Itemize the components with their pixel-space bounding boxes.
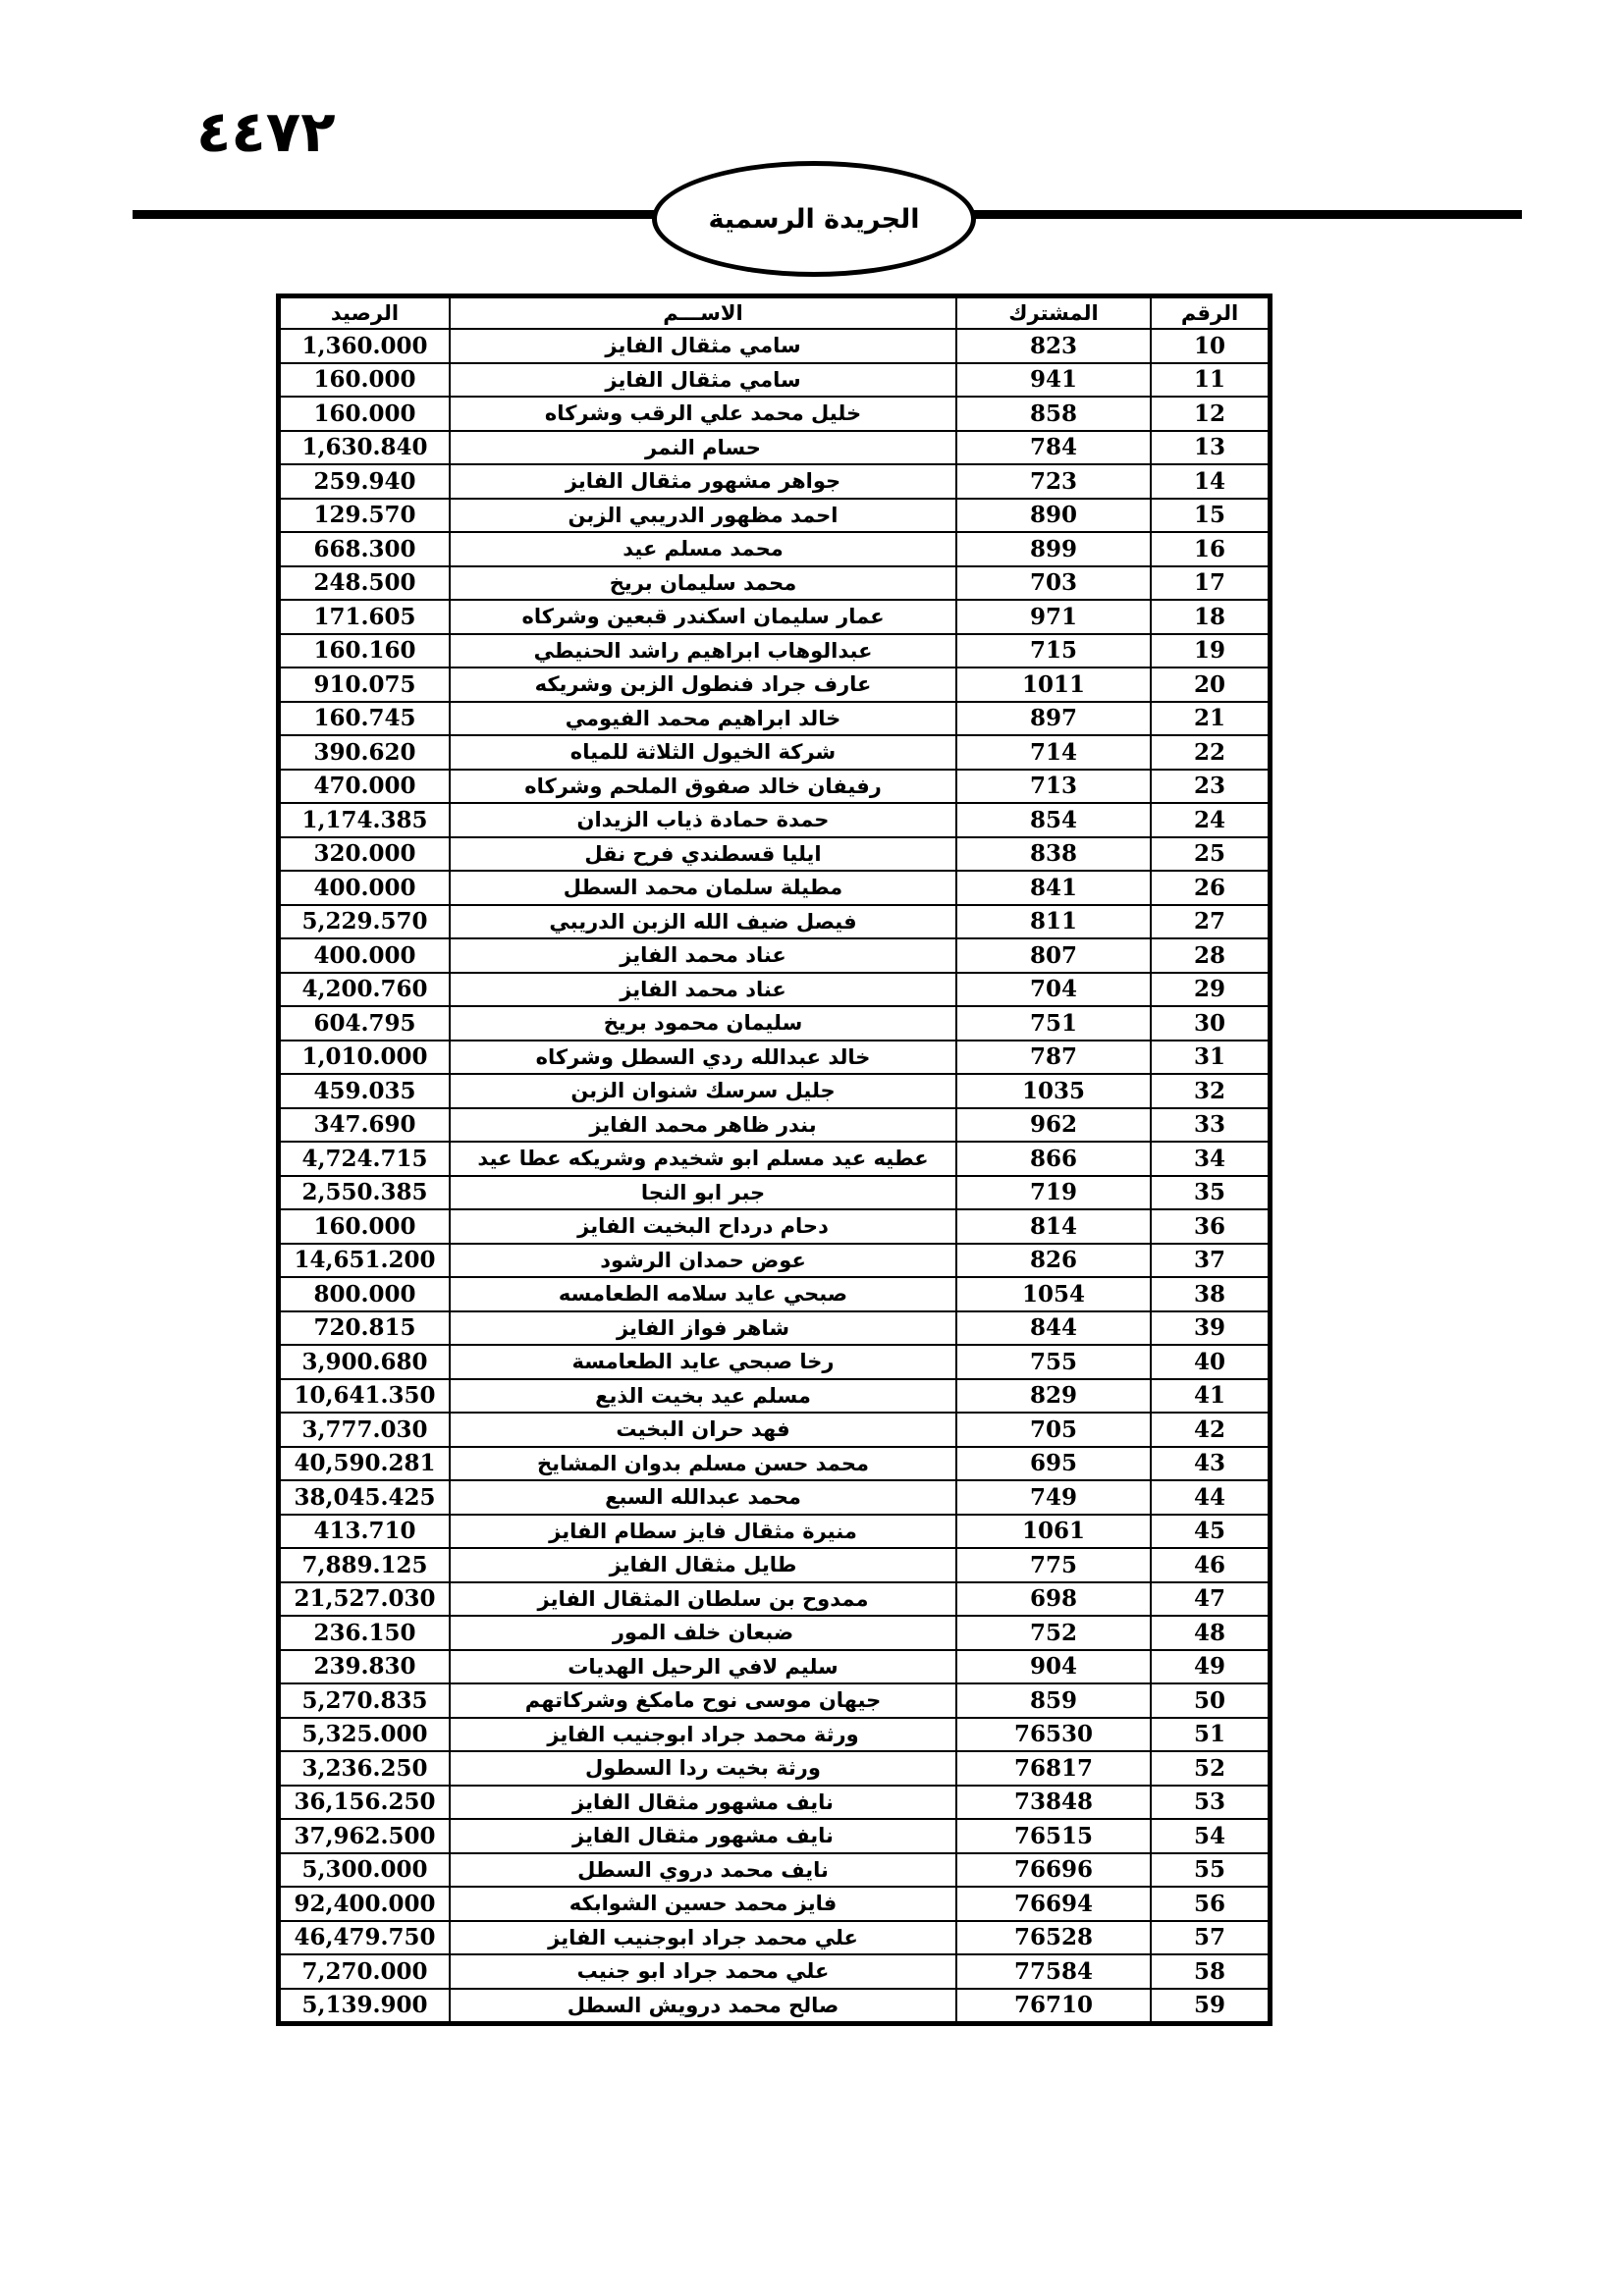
cell-name: حسام النمر (450, 431, 956, 465)
cell-name: ورثة محمد جراد ابوجنيب الفايز (450, 1718, 956, 1752)
cell-number: 26 (1151, 871, 1269, 905)
cell-number: 17 (1151, 566, 1269, 601)
cell-subscriber: 858 (956, 397, 1151, 431)
cell-subscriber: 829 (956, 1379, 1151, 1414)
table-row (280, 1718, 1269, 1752)
cell-name: صالح محمد درويش السطل (450, 1989, 956, 2023)
cell-subscriber: 1035 (956, 1074, 1151, 1108)
cell-balance: 38,045.425 (280, 1480, 450, 1515)
cell-name: جليل سرسك شنوان الزبن (450, 1074, 956, 1108)
table-row (280, 499, 1269, 533)
cell-balance: 7,270.000 (280, 1954, 450, 1989)
table-row (280, 600, 1269, 634)
cell-number: 38 (1151, 1277, 1269, 1311)
cell-name: حمدة حمادة ذياب الزيدان (450, 803, 956, 837)
cell-name: مسلم عيد بخيت الذيع (450, 1379, 956, 1414)
header-name: الاســـم (450, 297, 956, 329)
table-row (280, 803, 1269, 837)
cell-number: 30 (1151, 1006, 1269, 1041)
cell-subscriber: 807 (956, 938, 1151, 973)
cell-balance: 4,724.715 (280, 1142, 450, 1176)
masthead-oval (652, 161, 976, 277)
cell-subscriber: 76515 (956, 1819, 1151, 1853)
cell-name: سليم لافي الرحيل الهديات (450, 1650, 956, 1684)
cell-subscriber: 77584 (956, 1954, 1151, 1989)
cell-name: فهد حران البخيت (450, 1413, 956, 1447)
cell-number: 25 (1151, 837, 1269, 872)
cell-number: 49 (1151, 1650, 1269, 1684)
cell-balance: 668.300 (280, 532, 450, 566)
table-row (280, 905, 1269, 939)
cell-balance: 459.035 (280, 1074, 450, 1108)
cell-subscriber: 844 (956, 1311, 1151, 1346)
cell-name: محمد حسن مسلم بدوان المشايخ (450, 1447, 956, 1481)
cell-number: 11 (1151, 363, 1269, 398)
table-row (280, 634, 1269, 668)
cell-subscriber: 859 (956, 1683, 1151, 1718)
cell-number: 20 (1151, 667, 1269, 702)
cell-number: 32 (1151, 1074, 1269, 1108)
page-number: ٤٤٧٢ (196, 98, 336, 165)
cell-balance: 910.075 (280, 667, 450, 702)
cell-number: 35 (1151, 1176, 1269, 1210)
cell-number: 58 (1151, 1954, 1269, 1989)
table-row (280, 1447, 1269, 1481)
cell-name: صبحي عايد سلامه الطعامسه (450, 1277, 956, 1311)
cell-subscriber: 814 (956, 1209, 1151, 1244)
cell-balance: 347.690 (280, 1108, 450, 1143)
cell-number: 48 (1151, 1616, 1269, 1650)
table-row (280, 1819, 1269, 1853)
cell-subscriber: 971 (956, 600, 1151, 634)
cell-name: خليل محمد علي الرقب وشركاه (450, 397, 956, 431)
cell-balance: 46,479.750 (280, 1921, 450, 1955)
cell-balance: 236.150 (280, 1616, 450, 1650)
cell-balance: 239.830 (280, 1650, 450, 1684)
cell-subscriber: 703 (956, 566, 1151, 601)
header-balance: الرصيد (280, 297, 450, 329)
cell-balance: 92,400.000 (280, 1887, 450, 1921)
cell-subscriber: 715 (956, 634, 1151, 668)
table-row (280, 431, 1269, 465)
table-row (280, 1345, 1269, 1379)
cell-subscriber: 823 (956, 329, 1151, 363)
cell-name: علي محمد جراد ابو جنيب (450, 1954, 956, 1989)
table-body (280, 329, 1269, 2022)
cell-balance: 7,889.125 (280, 1548, 450, 1582)
table-row (280, 735, 1269, 770)
cell-number: 45 (1151, 1515, 1269, 1549)
cell-balance: 800.000 (280, 1277, 450, 1311)
cell-name: ضبعان خلف المور (450, 1616, 956, 1650)
cell-name: نايف محمد دروي السطل (450, 1853, 956, 1888)
cell-balance: 21,527.030 (280, 1582, 450, 1617)
cell-name: شركة الخيول الثلاثة للمياه (450, 735, 956, 770)
cell-subscriber: 751 (956, 1006, 1151, 1041)
cell-name: مطيلة سلمان محمد السطل (450, 871, 956, 905)
cell-subscriber: 755 (956, 1345, 1151, 1379)
masthead-title: الجريدة الرسمية (708, 203, 920, 235)
cell-number: 33 (1151, 1108, 1269, 1143)
cell-number: 46 (1151, 1548, 1269, 1582)
table-row (280, 1244, 1269, 1278)
cell-balance: 470.000 (280, 770, 450, 804)
cell-balance: 160.000 (280, 1209, 450, 1244)
cell-number: 28 (1151, 938, 1269, 973)
table-row (280, 329, 1269, 363)
cell-balance: 248.500 (280, 566, 450, 601)
table-row (280, 702, 1269, 736)
cell-number: 53 (1151, 1786, 1269, 1820)
cell-name: عمار سليمان اسكندر قبعين وشركاه (450, 600, 956, 634)
cell-balance: 160.160 (280, 634, 450, 668)
cell-name: رفيفان خالد صفوق الملحم وشركاه (450, 770, 956, 804)
cell-name: رخا صبحي عايد الطعامسة (450, 1345, 956, 1379)
cell-subscriber: 76528 (956, 1921, 1151, 1955)
cell-balance: 3,236.250 (280, 1751, 450, 1786)
cell-balance: 390.620 (280, 735, 450, 770)
cell-number: 47 (1151, 1582, 1269, 1617)
cell-number: 50 (1151, 1683, 1269, 1718)
cell-subscriber: 76694 (956, 1887, 1151, 1921)
table-row (280, 938, 1269, 973)
cell-balance: 160.000 (280, 363, 450, 398)
cell-name: عناد محمد الفايز (450, 973, 956, 1007)
cell-balance: 14,651.200 (280, 1244, 450, 1278)
table-row (280, 1548, 1269, 1582)
cell-balance: 129.570 (280, 499, 450, 533)
cell-balance: 2,550.385 (280, 1176, 450, 1210)
table-row (280, 1786, 1269, 1820)
table-row (280, 1853, 1269, 1888)
cell-balance: 1,630.840 (280, 431, 450, 465)
cell-name: منيرة مثقال فايز سطام الفايز (450, 1515, 956, 1549)
cell-subscriber: 899 (956, 532, 1151, 566)
cell-number: 37 (1151, 1244, 1269, 1278)
cell-subscriber: 811 (956, 905, 1151, 939)
cell-subscriber: 705 (956, 1413, 1151, 1447)
cell-subscriber: 749 (956, 1480, 1151, 1515)
cell-name: سامي مثقال الفايز (450, 363, 956, 398)
cell-name: محمد عبدالله السبع (450, 1480, 956, 1515)
cell-balance: 171.605 (280, 600, 450, 634)
cell-name: عبدالوهاب ابراهيم راشد الحنيطي (450, 634, 956, 668)
cell-number: 42 (1151, 1413, 1269, 1447)
cell-subscriber: 841 (956, 871, 1151, 905)
cell-balance: 320.000 (280, 837, 450, 872)
cell-subscriber: 1061 (956, 1515, 1151, 1549)
table-row (280, 1650, 1269, 1684)
cell-balance: 400.000 (280, 938, 450, 973)
cell-number: 10 (1151, 329, 1269, 363)
cell-balance: 604.795 (280, 1006, 450, 1041)
cell-subscriber: 723 (956, 464, 1151, 499)
table-row (280, 1006, 1269, 1041)
table-row (280, 1108, 1269, 1143)
table-row (280, 1887, 1269, 1921)
cell-subscriber: 787 (956, 1041, 1151, 1075)
cell-subscriber: 76530 (956, 1718, 1151, 1752)
cell-subscriber: 941 (956, 363, 1151, 398)
table-row (280, 464, 1269, 499)
table-row (280, 1582, 1269, 1617)
cell-number: 56 (1151, 1887, 1269, 1921)
cell-name: فايز محمد حسين الشوابكه (450, 1887, 956, 1921)
cell-balance: 4,200.760 (280, 973, 450, 1007)
cell-name: ورثة بخيت ردا السطول (450, 1751, 956, 1786)
cell-name: خالد عبدالله ردي السطل وشركاه (450, 1041, 956, 1075)
cell-balance: 259.940 (280, 464, 450, 499)
table-row (280, 667, 1269, 702)
cell-subscriber: 698 (956, 1582, 1151, 1617)
table-row (280, 1921, 1269, 1955)
table-row (280, 871, 1269, 905)
cell-number: 51 (1151, 1718, 1269, 1752)
cell-balance: 160.745 (280, 702, 450, 736)
table-row (280, 566, 1269, 601)
cell-subscriber: 866 (956, 1142, 1151, 1176)
cell-number: 40 (1151, 1345, 1269, 1379)
cell-subscriber: 775 (956, 1548, 1151, 1582)
table-row (280, 1277, 1269, 1311)
cell-balance: 3,777.030 (280, 1413, 450, 1447)
cell-number: 39 (1151, 1311, 1269, 1346)
cell-subscriber: 854 (956, 803, 1151, 837)
cell-balance: 160.000 (280, 397, 450, 431)
cell-balance: 5,270.835 (280, 1683, 450, 1718)
cell-number: 43 (1151, 1447, 1269, 1481)
cell-number: 22 (1151, 735, 1269, 770)
cell-name: طايل مثقال الفايز (450, 1548, 956, 1582)
table-row (280, 1311, 1269, 1346)
cell-name: نايف مشهور مثقال الفايز (450, 1786, 956, 1820)
cell-number: 34 (1151, 1142, 1269, 1176)
table-row (280, 1074, 1269, 1108)
cell-subscriber: 704 (956, 973, 1151, 1007)
table-row (280, 1041, 1269, 1075)
cell-number: 15 (1151, 499, 1269, 533)
table-row (280, 973, 1269, 1007)
table-row (280, 1989, 1269, 2023)
cell-balance: 720.815 (280, 1311, 450, 1346)
cell-balance: 1,010.000 (280, 1041, 450, 1075)
cell-balance: 37,962.500 (280, 1819, 450, 1853)
cell-balance: 413.710 (280, 1515, 450, 1549)
cell-balance: 5,300.000 (280, 1853, 450, 1888)
cell-subscriber: 1011 (956, 667, 1151, 702)
cell-number: 16 (1151, 532, 1269, 566)
cell-subscriber: 962 (956, 1108, 1151, 1143)
cell-name: نايف مشهور مثقال الفايز (450, 1819, 956, 1853)
subscribers-table-wrap (279, 296, 1268, 2023)
cell-name: شاهر فواز الفايز (450, 1311, 956, 1346)
cell-balance: 10,641.350 (280, 1379, 450, 1414)
table-row (280, 1683, 1269, 1718)
cell-balance: 36,156.250 (280, 1786, 450, 1820)
cell-number: 14 (1151, 464, 1269, 499)
table-row (280, 837, 1269, 872)
cell-number: 12 (1151, 397, 1269, 431)
cell-subscriber: 713 (956, 770, 1151, 804)
cell-subscriber: 890 (956, 499, 1151, 533)
cell-balance: 5,139.900 (280, 1989, 450, 2023)
cell-number: 36 (1151, 1209, 1269, 1244)
cell-subscriber: 826 (956, 1244, 1151, 1278)
cell-number: 24 (1151, 803, 1269, 837)
cell-number: 29 (1151, 973, 1269, 1007)
cell-name: علي محمد جراد ابوجنيب الفايز (450, 1921, 956, 1955)
cell-number: 41 (1151, 1379, 1269, 1414)
cell-subscriber: 76817 (956, 1751, 1151, 1786)
table-header-row (280, 297, 1269, 329)
cell-subscriber: 1054 (956, 1277, 1151, 1311)
cell-name: محمد مسلم عيد (450, 532, 956, 566)
cell-name: دحام درداح البخيت الفايز (450, 1209, 956, 1244)
subscribers-table (279, 296, 1270, 2023)
cell-subscriber: 838 (956, 837, 1151, 872)
cell-number: 44 (1151, 1480, 1269, 1515)
cell-name: بندر ظاهر محمد الفايز (450, 1108, 956, 1143)
cell-subscriber: 897 (956, 702, 1151, 736)
cell-name: عوض حمدان الرشود (450, 1244, 956, 1278)
cell-subscriber: 714 (956, 735, 1151, 770)
table-row (280, 532, 1269, 566)
table-row (280, 1142, 1269, 1176)
cell-name: جواهر مشهور مثقال الفايز (450, 464, 956, 499)
table-row (280, 1616, 1269, 1650)
cell-balance: 400.000 (280, 871, 450, 905)
table-row (280, 1176, 1269, 1210)
cell-name: احمد مظهور الدريبي الزبن (450, 499, 956, 533)
cell-balance: 1,174.385 (280, 803, 450, 837)
cell-name: خالد ابراهيم محمد الفيومي (450, 702, 956, 736)
table-row (280, 363, 1269, 398)
cell-name: عارف جراد فنطول الزبن وشريكه (450, 667, 956, 702)
cell-number: 52 (1151, 1751, 1269, 1786)
table-row (280, 1515, 1269, 1549)
cell-name: جيهان موسى نوح مامكغ وشركاتهم (450, 1683, 956, 1718)
cell-number: 23 (1151, 770, 1269, 804)
cell-subscriber: 752 (956, 1616, 1151, 1650)
table-row (280, 1209, 1269, 1244)
table-row (280, 1379, 1269, 1414)
cell-number: 55 (1151, 1853, 1269, 1888)
cell-balance: 1,360.000 (280, 329, 450, 363)
cell-number: 59 (1151, 1989, 1269, 2023)
cell-name: سامي مثقال الفايز (450, 329, 956, 363)
cell-number: 57 (1151, 1921, 1269, 1955)
cell-name: ممدوح بن سلطان المثقال الفايز (450, 1582, 956, 1617)
cell-balance: 5,325.000 (280, 1718, 450, 1752)
cell-subscriber: 904 (956, 1650, 1151, 1684)
table-row (280, 1751, 1269, 1786)
table-row (280, 1413, 1269, 1447)
header-subscriber: المشترك (956, 297, 1151, 329)
cell-name: عناد محمد الفايز (450, 938, 956, 973)
cell-balance: 3,900.680 (280, 1345, 450, 1379)
header-number: الرقم (1151, 297, 1269, 329)
cell-name: محمد سليمان بريخ (450, 566, 956, 601)
cell-name: سليمان محمود بريخ (450, 1006, 956, 1041)
cell-balance: 40,590.281 (280, 1447, 450, 1481)
cell-number: 27 (1151, 905, 1269, 939)
cell-balance: 5,229.570 (280, 905, 450, 939)
cell-number: 54 (1151, 1819, 1269, 1853)
cell-number: 21 (1151, 702, 1269, 736)
cell-subscriber: 784 (956, 431, 1151, 465)
table-row (280, 770, 1269, 804)
cell-name: فيصل ضيف الله الزبن الدريبي (450, 905, 956, 939)
cell-number: 18 (1151, 600, 1269, 634)
cell-name: جبر ابو النجا (450, 1176, 956, 1210)
cell-name: ايليا قسطندي فرح نقل (450, 837, 956, 872)
table-row (280, 1954, 1269, 1989)
table-row (280, 397, 1269, 431)
cell-subscriber: 76710 (956, 1989, 1151, 2023)
cell-subscriber: 76696 (956, 1853, 1151, 1888)
cell-subscriber: 73848 (956, 1786, 1151, 1820)
cell-number: 13 (1151, 431, 1269, 465)
cell-name: عطيه عيد مسلم ابو شخيدم وشريكه عطا عيد (450, 1142, 956, 1176)
cell-number: 19 (1151, 634, 1269, 668)
table-row (280, 1480, 1269, 1515)
cell-subscriber: 719 (956, 1176, 1151, 1210)
cell-subscriber: 695 (956, 1447, 1151, 1481)
cell-number: 31 (1151, 1041, 1269, 1075)
